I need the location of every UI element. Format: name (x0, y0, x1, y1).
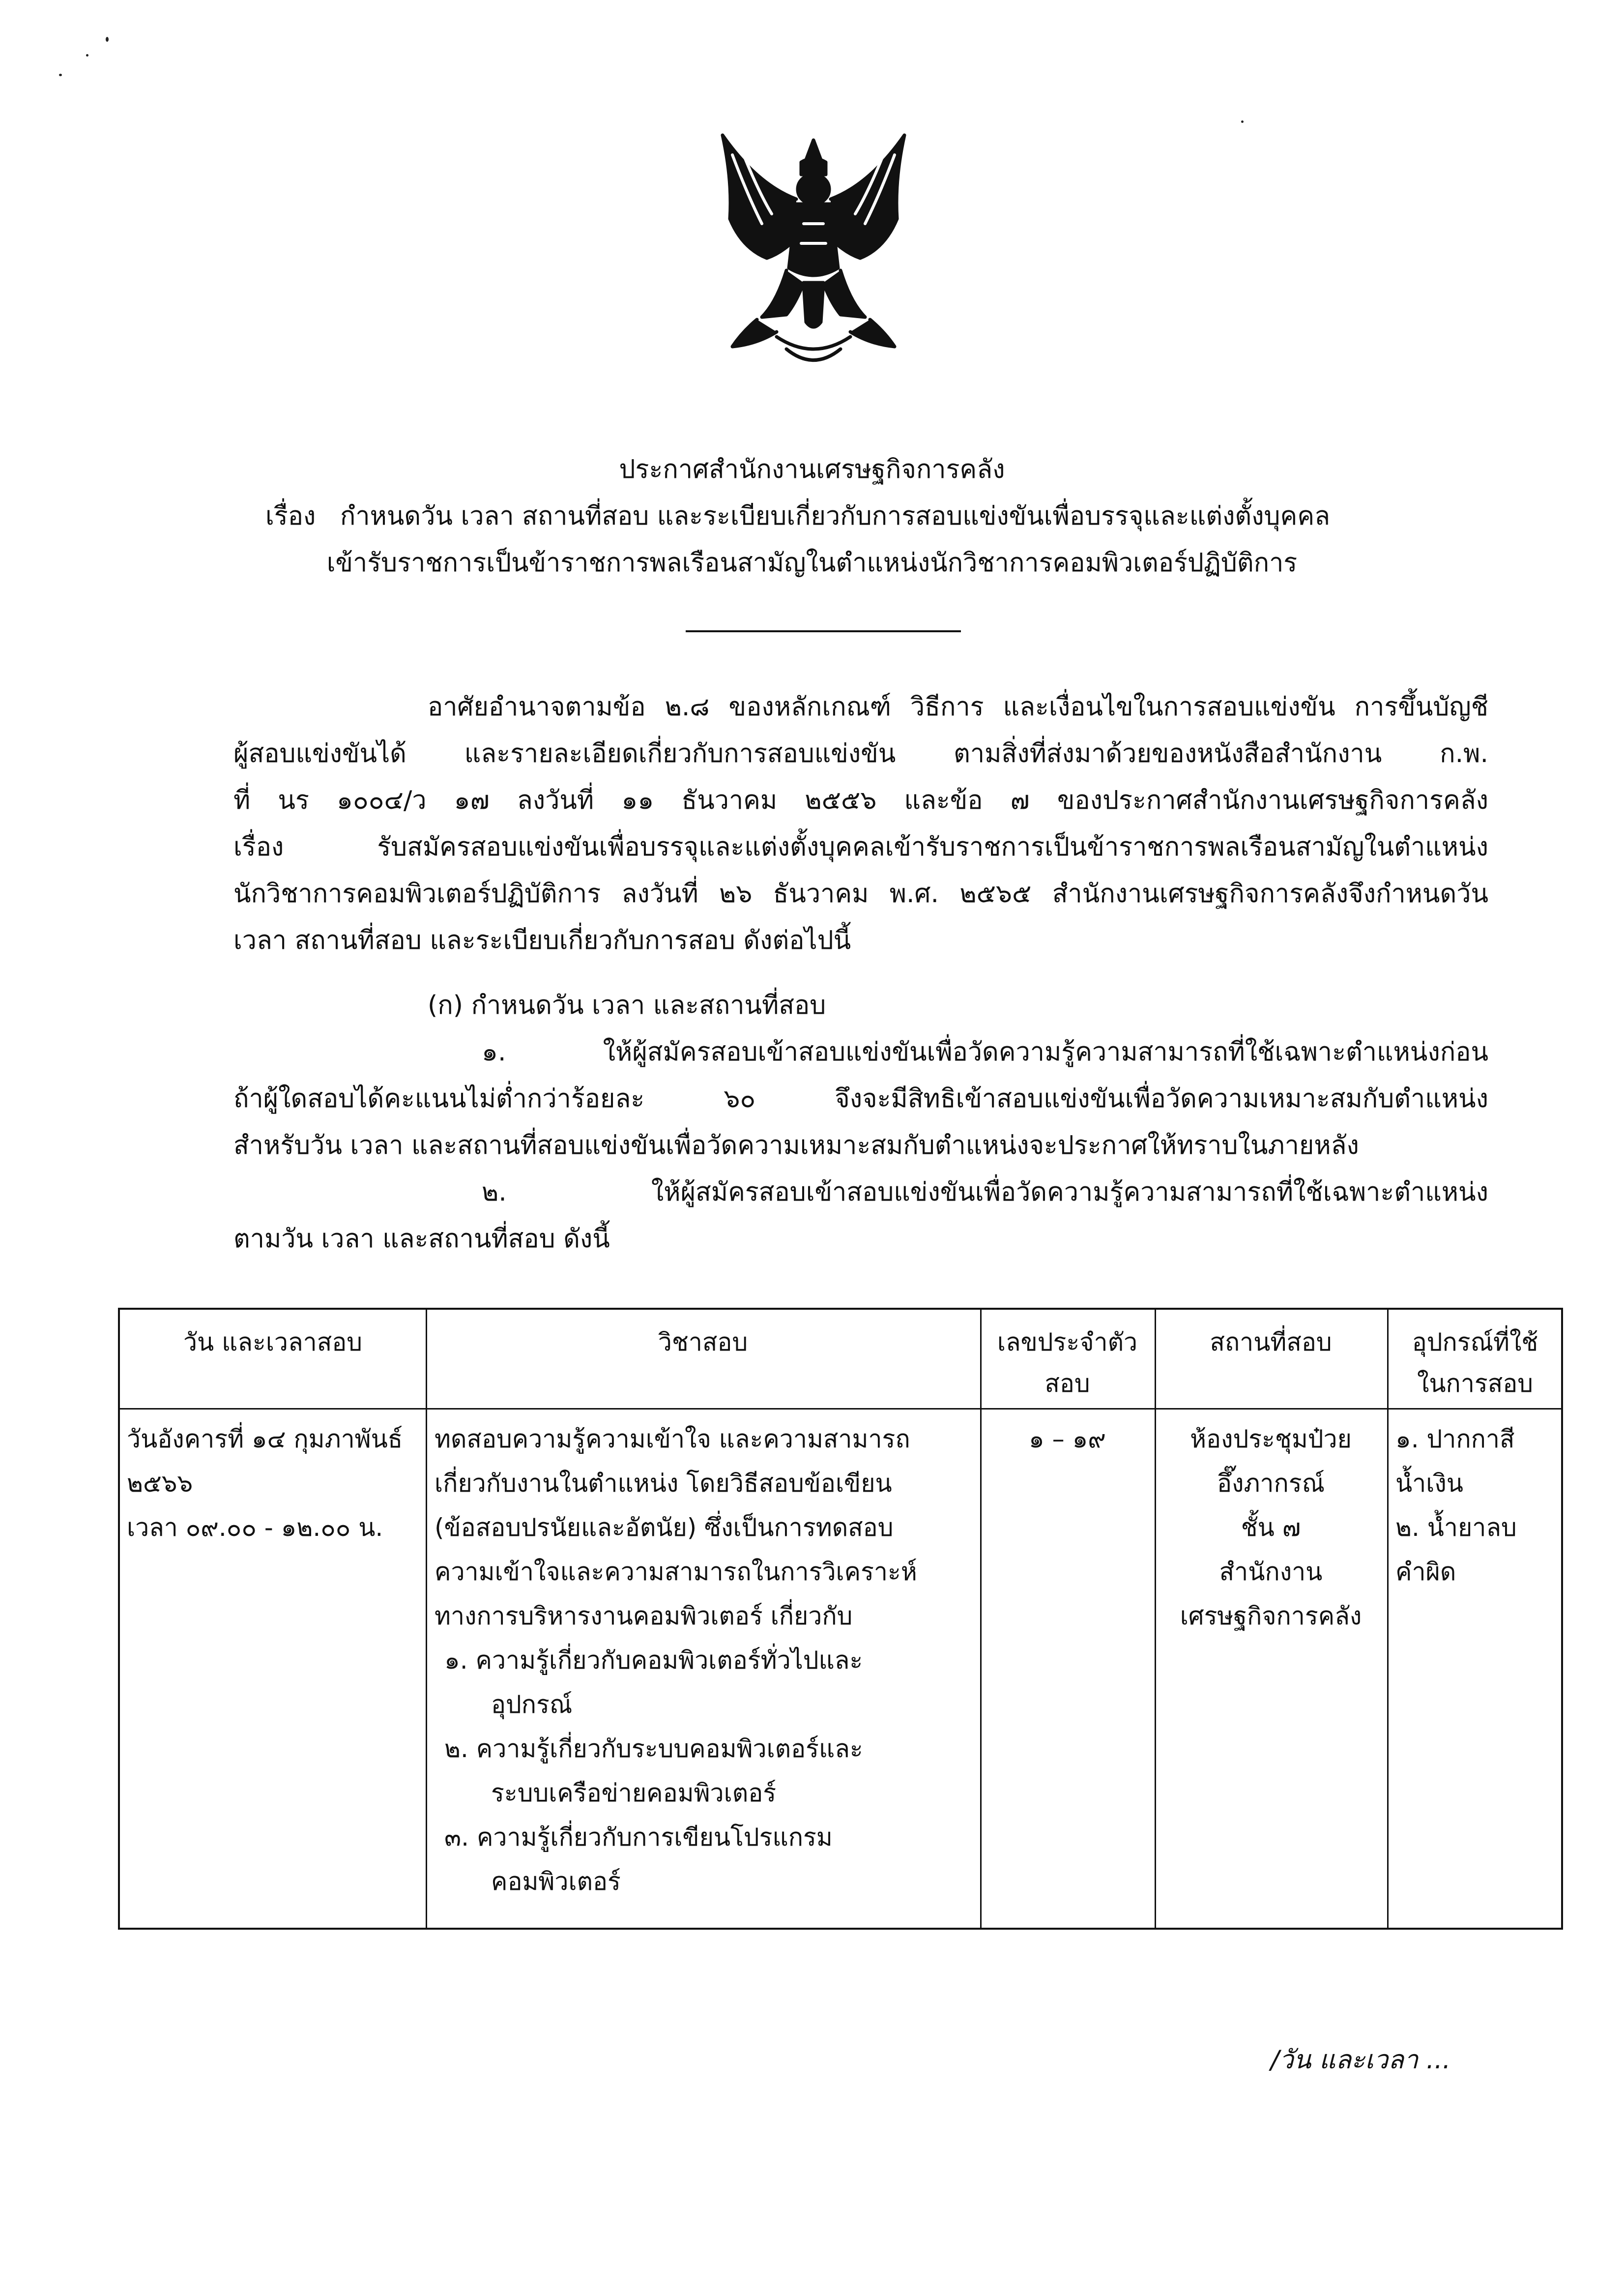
venue-line: ห้องประชุมป๋วย (1190, 1425, 1352, 1453)
intro-line: ที่ นร ๑๐๐๔/ว ๑๗ ลงวันที่ ๑๑ ธันวาคม ๒๕๕๖ และข้อ ๗ ของประกาศสำนักงานเศรษฐกิจการคลัง (233, 786, 1488, 815)
garuda-emblem (703, 125, 924, 381)
subject-line: ความเข้าใจและความสามารถในการวิเคราะห์ (435, 1558, 917, 1586)
header-date-time: วัน และเวลาสอบ (183, 1328, 363, 1356)
header-subject: วิชาสอบ (658, 1328, 748, 1356)
header-equipment-2: ในการสอบ (1417, 1369, 1534, 1398)
table-column-divider (1387, 1310, 1389, 1928)
venue-line: อึ๊งภากรณ์ (1217, 1469, 1325, 1498)
equipment-line: ๑. ปากกาสี (1395, 1425, 1515, 1453)
subject-line: ๑. ความรู้เกี่ยวกับคอมพิวเตอร์ทั่วไปและ (444, 1646, 863, 1675)
date-line: วันอังคารที่ ๑๔ กุมภาพันธ์ (127, 1425, 403, 1453)
subject-line: อุปกรณ์ (491, 1690, 573, 1719)
subject-line-1: กำหนดวัน เวลา สถานที่สอบ และระเบียบเกี่ยวกับการสอบแข่งขันเพื่อบรรจุและแต่งตั้งบุคคล (340, 501, 1330, 531)
venue-line: สำนักงาน (1219, 1558, 1323, 1586)
venue-line: ชั้น ๗ (1241, 1513, 1301, 1542)
scan-speck (106, 37, 109, 42)
table-column-divider (426, 1310, 427, 1928)
equipment-line: น้ำเงิน (1395, 1469, 1463, 1498)
date-line: ๒๕๖๖ (127, 1469, 193, 1498)
equipment-line: ๒. น้ำยาลบ (1395, 1513, 1517, 1542)
subject-line: คอมพิวเตอร์ (491, 1867, 621, 1896)
subject-line: ทางการบริหารงานคอมพิวเตอร์ เกี่ยวกับ (435, 1602, 853, 1630)
section-a-heading: (ก) กำหนดวัน เวลา และสถานที่สอบ (428, 991, 826, 1020)
section-a-item1-line: สำหรับวัน เวลา และสถานที่สอบแข่งขันเพื่อวัดความเหมาะสมกับตำแหน่งจะประกาศให้ทราบในภายหลัง (233, 1131, 1359, 1160)
date-line: เวลา ๐๙.๐๐ - ๑๒.๐๐ น. (127, 1513, 383, 1542)
scan-speck (86, 54, 88, 57)
table-header-divider (120, 1408, 1561, 1410)
venue-line: เศรษฐกิจการคลัง (1180, 1602, 1362, 1630)
section-a-item2-line: ตามวัน เวลา และสถานที่สอบ ดังนี้ (233, 1224, 610, 1254)
subject-line: ๒. ความรู้เกี่ยวกับระบบคอมพิวเตอร์และ (444, 1734, 863, 1763)
section-a-item1-line: ถ้าผู้ใดสอบได้คะแนนไม่ต่ำกว่าร้อยละ ๖๐ จึงจะมีสิทธิเข้าสอบแข่งขันเพื่อวัดความเหมาะสมกับตำแหน่ง (233, 1084, 1488, 1114)
section-a-item1-line: ๑. ให้ผู้สมัครสอบเข้าสอบแข่งขันเพื่อวัดความรู้ความสามารถที่ใช้เฉพาะตำแหน่งก่อน (482, 1037, 1488, 1067)
subject-label: เรื่อง (265, 501, 316, 531)
header-equipment: อุปกรณ์ที่ใช้ (1412, 1328, 1538, 1356)
intro-line: เวลา สถานที่สอบ และระเบียบเกี่ยวกับการสอบ ดังต่อไปนี้ (233, 926, 851, 955)
section-a-item2-line: ๒. ให้ผู้สมัครสอบเข้าสอบแข่งขันเพื่อวัดความรู้ความสามารถที่ใช้เฉพาะตำแหน่ง (482, 1177, 1488, 1207)
intro-line: อาศัยอำนาจตามข้อ ๒.๘ ของหลักเกณฑ์ วิธีการ และเงื่อนไขในการสอบแข่งขัน การขึ้นบัญชี (428, 692, 1488, 722)
header-divider (686, 630, 961, 632)
table-column-divider (980, 1310, 982, 1928)
subject-line-2: เข้ารับราชการเป็นข้าราชการพลเรือนสามัญในตำแหน่งนักวิชาการคอมพิวเตอร์ปฏิบัติการ (326, 548, 1298, 578)
subject-line: ระบบเครือข่ายคอมพิวเตอร์ (491, 1779, 777, 1807)
subject-line: ทดสอบความรู้ความเข้าใจ และความสามารถ (435, 1425, 910, 1453)
intro-line: ผู้สอบแข่งขันได้ และรายละเอียดเกี่ยวกับการสอบแข่งขัน ตามสิ่งที่ส่งมาด้วยของหนังสือสำนักงาน ก.พ. (233, 739, 1488, 768)
subject-line: ๓. ความรู้เกี่ยวกับการเขียนโปรแกรม (444, 1823, 833, 1852)
header-venue: สถานที่สอบ (1210, 1328, 1332, 1356)
announcement-subject (265, 497, 1330, 536)
exam-number-range: ๑ – ๑๙ (1029, 1425, 1106, 1453)
header-exam-number-2: สอบ (1044, 1369, 1090, 1398)
exam-schedule-table (118, 1308, 1563, 1930)
continuation-note: /วัน และเวลา ... (1271, 2045, 1451, 2075)
subject-line: (ข้อสอบปรนัยและอัตนัย) ซึ่งเป็นการทดสอบ (435, 1513, 894, 1542)
scan-speck (1241, 120, 1244, 123)
header-exam-number: เลขประจำตัว (997, 1328, 1138, 1356)
announcement-title: ประกาศสำนักงานเศรษฐกิจการคลัง (619, 455, 1005, 484)
equipment-line: คำผิด (1395, 1558, 1456, 1586)
intro-line: นักวิชาการคอมพิวเตอร์ปฏิบัติการ ลงวันที่ ๒๖ ธันวาคม พ.ศ. ๒๕๖๕ สำนักงานเศรษฐกิจการคลังจึงกำหนดวัน (233, 879, 1488, 909)
subject-line: เกี่ยวกับงานในตำแหน่ง โดยวิธีสอบข้อเขียน (435, 1469, 892, 1498)
intro-line: เรื่อง รับสมัครสอบแข่งขันเพื่อบรรจุและแต่งตั้งบุคคลเข้ารับราชการเป็นข้าราชการพลเรือนสามัญในตำแหน่ง (233, 832, 1488, 862)
scan-speck (59, 74, 62, 76)
